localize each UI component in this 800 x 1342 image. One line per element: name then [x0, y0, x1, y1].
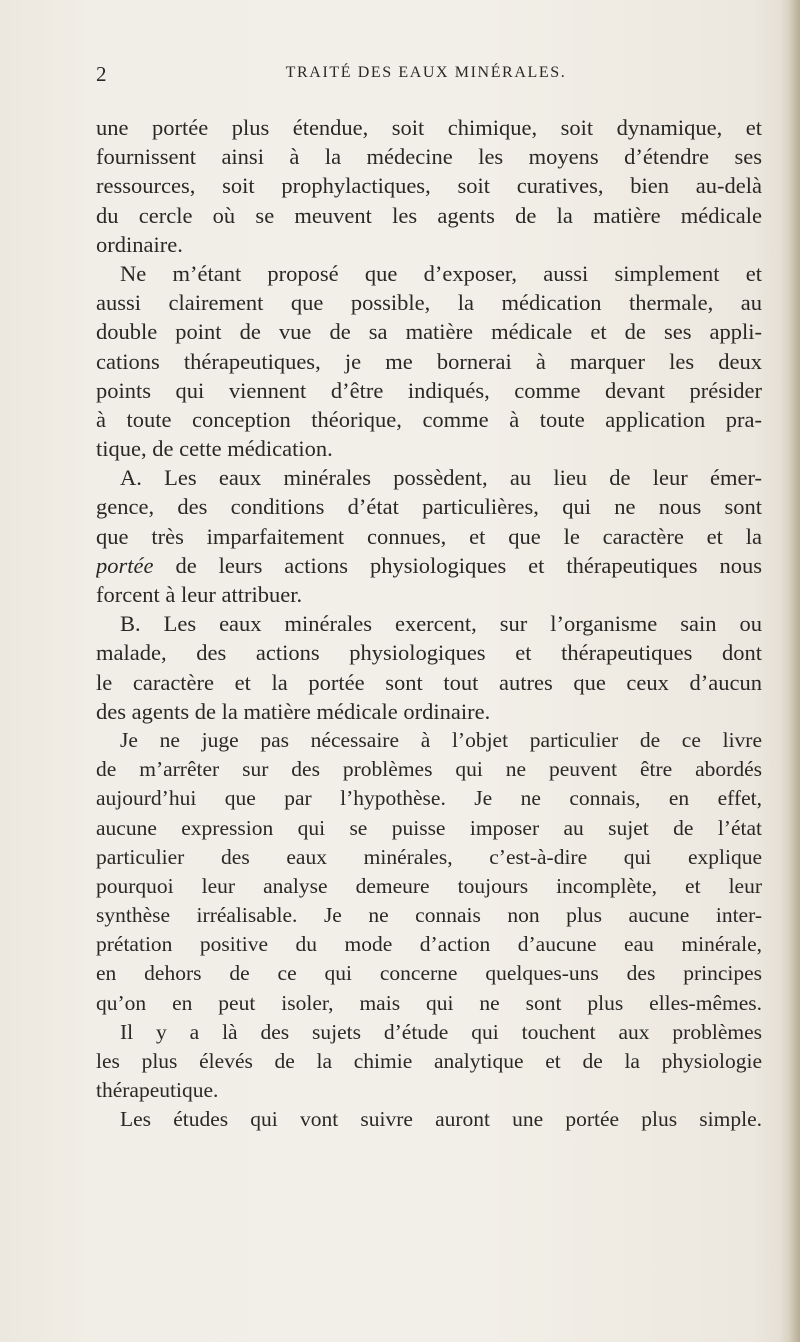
text-line: aujourd’hui que par l’hypothèse. Je ne connais, en effet,	[96, 786, 762, 811]
text-line: fournissent ainsi à la médecine les moyens d’étendre ses	[96, 144, 762, 170]
running-title: TRAITÉ DES EAUX MINÉRALES.	[285, 64, 567, 81]
text-line-remainder: de leurs actions physiologiques et thérapeutiques nous	[175, 552, 762, 578]
text-line: aucune expression qui se puisse imposer au sujet de l’état	[96, 815, 762, 840]
text-line: les plus élevés de la chimie analytique et de la physiologie	[96, 1049, 762, 1073]
text-line: double point de vue de sa matière médicale et de ses appli-	[96, 319, 762, 345]
text-line: qu’on en peut isoler, mais qui ne sont plus elles-mêmes.	[96, 990, 762, 1015]
text-line: malade, des actions physiologiques et thérapeutiques dont	[96, 640, 762, 666]
paragraph-start-line: Les études qui vont suivre auront une portée plus simple.	[120, 1107, 762, 1132]
text-line: du cercle où se meuvent les agents de la matière médicale	[96, 202, 762, 228]
italic-word: portée	[96, 552, 154, 578]
text-line: aussi clairement que possible, la médication thermale, au	[96, 290, 762, 316]
text-line: gence, des conditions d’état particulières, qui ne nous sont	[96, 494, 762, 520]
text-line: forcent à leur attribuer.	[96, 582, 303, 607]
paragraph-start-line: Je ne juge pas nécessaire à l’objet particulier de ce livre	[120, 727, 762, 752]
page-edge-shadow	[780, 0, 800, 1342]
page-number: 2	[96, 62, 107, 86]
text-line: que très imparfaitement connues, et que le caractère et la	[96, 523, 762, 549]
text-line: pourquoi leur analyse demeure toujours incomplète, et leur	[96, 873, 762, 898]
page-header	[96, 56, 756, 86]
text-line: de m’arrêter sur des problèmes qui ne peuvent être abordés	[96, 757, 762, 782]
text-line: particulier des eaux minérales, c’est-à-dire qui explique	[96, 844, 762, 869]
body-text	[96, 113, 762, 1135]
text-line: des agents de la matière médicale ordinaire.	[96, 698, 491, 724]
text-line: en dehors de ce qui concerne quelques-uns des principes	[96, 961, 762, 986]
paragraph-start-line: B. Les eaux minérales exercent, sur l’organisme sain ou	[120, 611, 762, 637]
paragraph-start-line: Il y a là des sujets d’étude qui touchent aux problèmes	[120, 1019, 762, 1044]
text-line: prétation positive du mode d’action d’aucune eau minérale,	[96, 932, 762, 957]
text-line: une portée plus étendue, soit chimique, soit dynamique, et	[96, 115, 762, 140]
text-line: ordinaire.	[96, 231, 183, 257]
text-line: thérapeutique.	[96, 1078, 219, 1103]
paragraph-start-line: Ne m’étant proposé que d’exposer, aussi simplement et	[120, 260, 762, 286]
text-line: synthèse irréalisable. Je ne connais non plus aucune inter-	[96, 903, 762, 928]
text-line: tique, de cette médication.	[96, 436, 333, 462]
text-line: cations thérapeutiques, je me bornerai à marquer les deux	[96, 348, 762, 374]
text-line: le caractère et la portée sont tout autres que ceux d’aucun	[96, 669, 762, 695]
paragraph-start-line: A. Les eaux minérales possèdent, au lieu de leur émer-	[120, 465, 762, 491]
text-line-with-italic	[96, 551, 762, 580]
text-line: ressources, soit prophylactiques, soit curatives, bien au-delà	[96, 173, 762, 199]
text-line: à toute conception théorique, comme à toute application pra-	[96, 406, 762, 432]
text-line: points qui viennent d’être indiqués, comme devant présider	[96, 377, 762, 403]
